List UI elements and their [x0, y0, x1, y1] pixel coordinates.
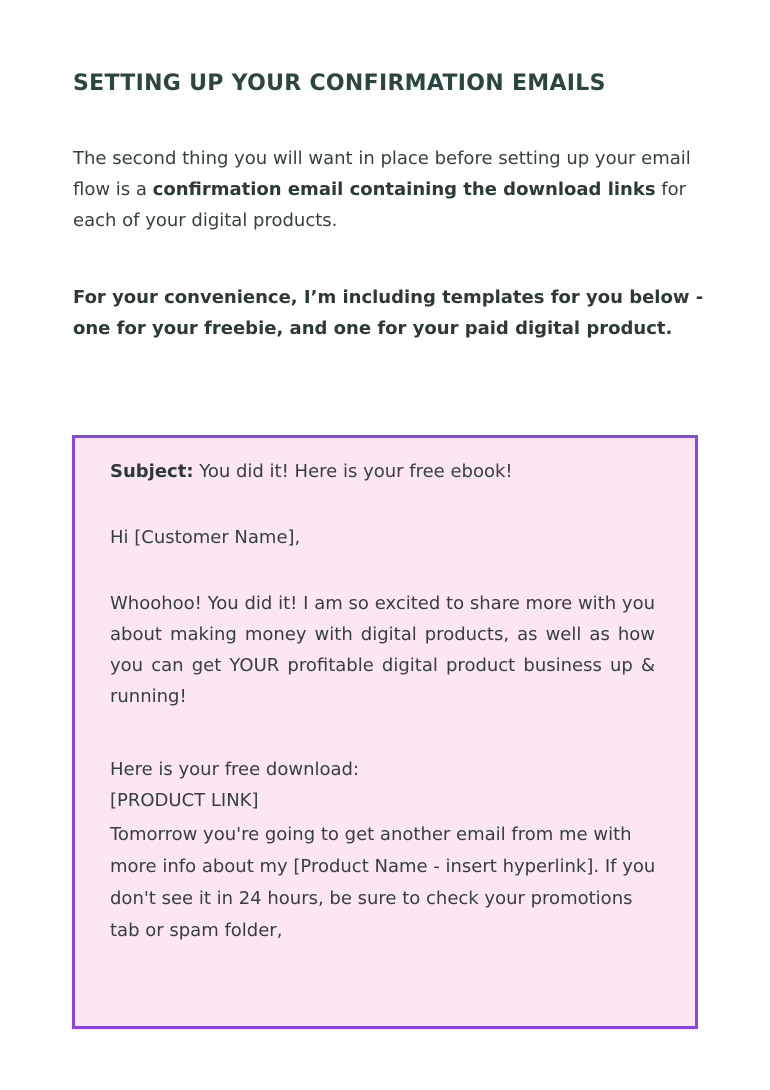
subject-text: You did it! Here is your free ebook! — [193, 461, 513, 482]
email-followup-paragraph: Tomorrow you're going to get another email from me with more info about my [Product Name - insert hyperlink]. If you don't see it in 24 hours, be sure to check your promotions tab or spam folder, — [110, 824, 656, 941]
intro-emphasis: confirmation email containing the download links — [152, 179, 656, 200]
email-subject-line — [110, 456, 655, 487]
intro-text-start: The second thing you will want in place before setting up your email flow is a — [73, 148, 691, 200]
templates-note: For your convenience, I’m including templates for you below - one for your freebie, and one for your paid digital product. — [73, 287, 704, 339]
email-body-paragraph: Whoohoo! You did it! I am so excited to share more with you about making money with digital products, as well as how you can get YOUR profitable digital product business up & running! — [110, 593, 655, 707]
email-greeting: Hi [Customer Name], — [110, 527, 301, 548]
email-product-link-placeholder: [PRODUCT LINK] — [110, 790, 259, 811]
section-heading: SETTING UP YOUR CONFIRMATION EMAILS — [73, 71, 606, 96]
email-template-box — [72, 435, 698, 1029]
email-download-line: Here is your free download: — [110, 759, 360, 780]
subject-label: Subject: — [110, 461, 194, 482]
intro-text-end: for each of your digital products. — [73, 179, 687, 231]
intro-paragraph — [73, 143, 713, 236]
